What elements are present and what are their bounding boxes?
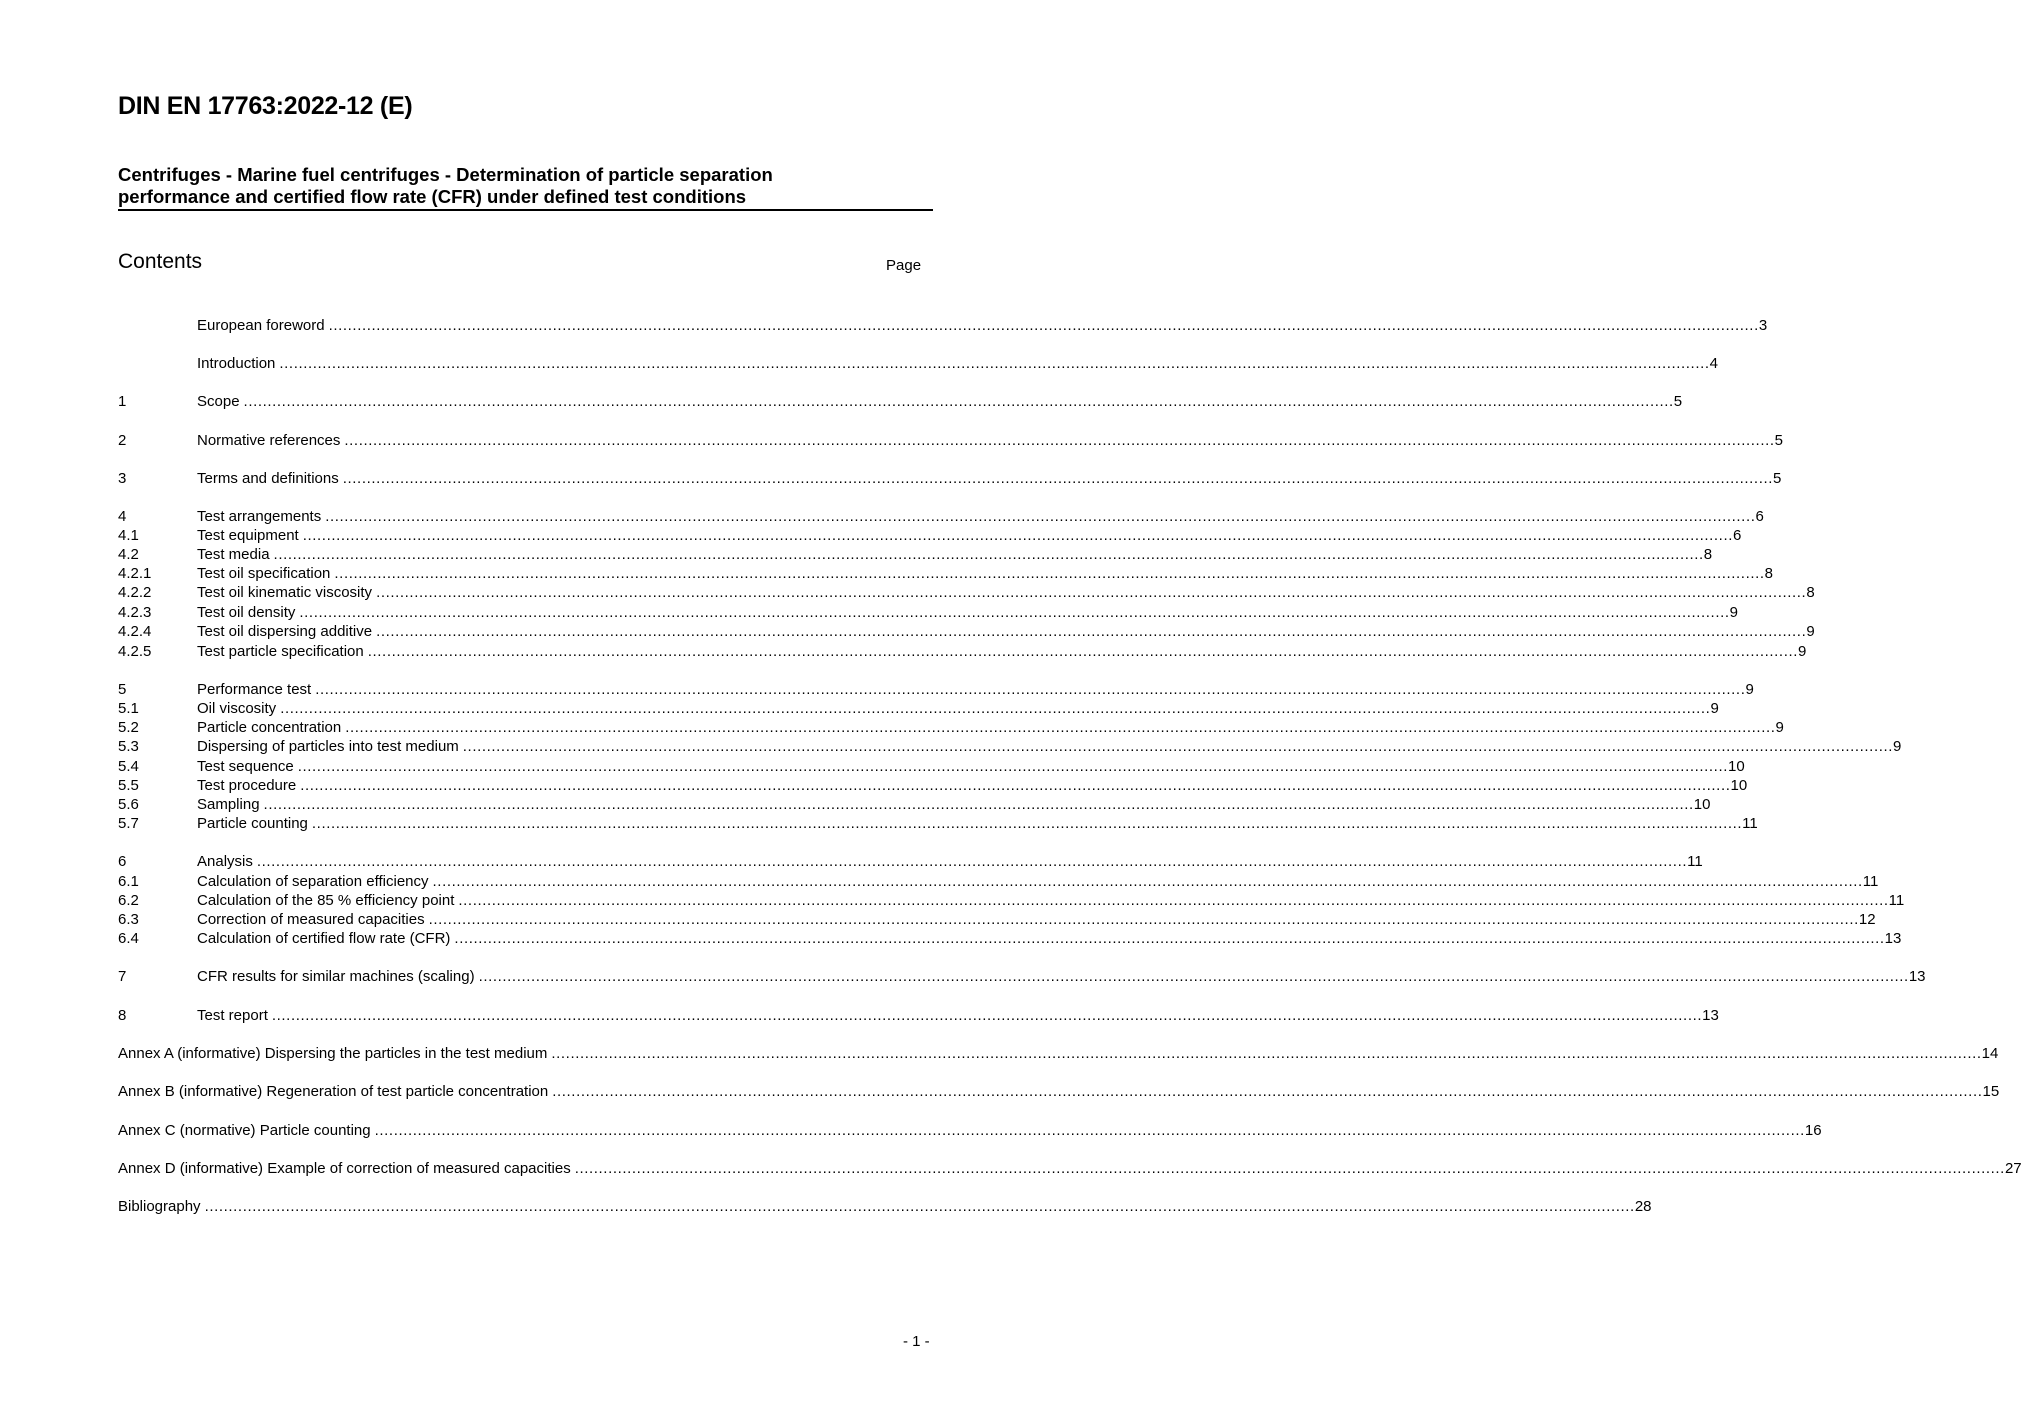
toc-number: 4.2 — [118, 546, 139, 563]
toc-entry[interactable] — [118, 642, 1807, 661]
toc-leader: ............................................................................................................................................................................................................................................................................................................ — [552, 1083, 1983, 1100]
toc-title: European foreword — [197, 317, 325, 334]
toc-leader: ............................................................................................................................................................................................................................................................................................................ — [325, 508, 1756, 525]
contents-heading: Contents — [118, 250, 203, 273]
toc-leader: ............................................................................................................................................................................................................................................................................................................ — [551, 1045, 1982, 1062]
toc-page: 28 — [1634, 1198, 1652, 1215]
toc-title: Test oil density — [197, 604, 296, 621]
toc-page: 10 — [1693, 796, 1711, 813]
toc-title: Normative references — [197, 432, 341, 449]
toc-page: 6 — [1732, 527, 1742, 544]
toc-entry[interactable] — [118, 757, 1745, 776]
toc-title: Introduction — [197, 355, 276, 372]
toc-title: Test particle specification — [197, 643, 364, 660]
toc-entry[interactable] — [118, 718, 1784, 737]
toc-leader: ............................................................................................................................................................................................................................................................................................................ — [374, 1122, 1805, 1139]
toc-title: Performance test — [197, 681, 312, 698]
toc-number: 5.4 — [118, 758, 139, 775]
toc-leader: ............................................................................................................................................................................................................................................................................................................ — [204, 1198, 1635, 1215]
toc-leader: ............................................................................................................................................................................................................................................................................................................ — [428, 911, 1859, 928]
toc-leader: ............................................................................................................................................................................................................................................................................................................ — [300, 777, 1731, 794]
toc-title: Dispersing of particles into test medium — [197, 738, 459, 755]
document-id: DIN EN 17763:2022-12 (E) — [118, 92, 413, 120]
toc-leader: ............................................................................................................................................................................................................................................................................................................ — [280, 700, 1711, 717]
toc-leader: ............................................................................................................................................................................................................................................................................................................ — [302, 527, 1733, 544]
toc-title: Calculation of the 85 % efficiency point — [197, 892, 455, 909]
toc-entry[interactable] — [118, 564, 1773, 583]
document-title — [118, 164, 933, 211]
toc-page: 10 — [1730, 777, 1748, 794]
toc-page: 16 — [1804, 1122, 1822, 1139]
toc-number: 5.5 — [118, 777, 139, 794]
toc-entry[interactable] — [118, 1197, 1652, 1216]
toc-page: 4 — [1709, 355, 1718, 372]
toc-title: Calculation of certified flow rate (CFR) — [197, 930, 451, 947]
toc-leader: ............................................................................................................................................................................................................................................................................................................ — [344, 432, 1775, 449]
toc-page: 12 — [1858, 911, 1876, 928]
toc-title: Terms and definitions — [197, 470, 339, 487]
toc-title: Test arrangements — [197, 508, 322, 525]
toc-number: 5.7 — [118, 815, 139, 832]
toc-title: Correction of measured capacities — [197, 911, 425, 928]
toc-entry[interactable] — [118, 507, 1764, 526]
toc-entry[interactable] — [118, 431, 1783, 450]
toc-leader: ............................................................................................................................................................................................................................................................................................................ — [376, 623, 1807, 640]
page-column-heading: Page — [886, 257, 922, 274]
toc-number: 6.3 — [118, 911, 139, 928]
toc-page: 5 — [1673, 393, 1683, 410]
toc-entry[interactable] — [118, 680, 1754, 699]
toc-page: 9 — [1775, 719, 1784, 736]
toc-page: 6 — [1755, 508, 1764, 525]
toc-page: 9 — [1729, 604, 1738, 621]
toc-leader: ............................................................................................................................................................................................................................................................................................................ — [263, 796, 1694, 813]
toc-entry[interactable] — [118, 1159, 2022, 1178]
toc-number: 6.1 — [118, 873, 139, 890]
toc-title: Test equipment — [197, 527, 299, 544]
toc-entry[interactable] — [118, 1121, 1822, 1140]
toc-leader: ............................................................................................................................................................................................................................................................................................................ — [311, 815, 1743, 832]
toc-page: 13 — [1702, 1007, 1719, 1024]
toc-leader: ............................................................................................................................................................................................................................................................................................................ — [345, 719, 1776, 736]
toc-number: 4.1 — [118, 527, 139, 544]
toc-title: Annex A (informative) Dispersing the particles in the test medium — [118, 1045, 548, 1062]
toc-title: CFR results for similar machines (scaling) — [197, 968, 475, 985]
toc-title: Test oil kinematic viscosity — [197, 584, 373, 601]
toc-leader: ............................................................................................................................................................................................................................................................................................................ — [279, 355, 1710, 372]
toc-page: 11 — [1862, 873, 1879, 890]
toc-number: 8 — [118, 1007, 127, 1024]
toc-number: 4.2.5 — [118, 643, 152, 660]
toc-entry[interactable] — [118, 354, 1718, 373]
toc-page: 8 — [1806, 584, 1815, 601]
toc-title: Scope — [197, 393, 240, 410]
toc-number: 6 — [118, 853, 127, 870]
toc-entry[interactable] — [118, 603, 1738, 622]
toc-leader: ............................................................................................................................................................................................................................................................................................................ — [432, 873, 1863, 890]
toc-page: 13 — [1908, 968, 1926, 985]
toc-leader: ............................................................................................................................................................................................................................................................................................................ — [342, 470, 1773, 487]
toc-title: Test oil specification — [197, 565, 331, 582]
toc-entry[interactable] — [118, 316, 1768, 335]
toc-entry[interactable] — [118, 795, 1711, 814]
toc-leader: ............................................................................................................................................................................................................................................................................................................ — [376, 584, 1807, 601]
toc-entry[interactable] — [118, 622, 1815, 641]
toc-leader: ............................................................................................................................................................................................................................................................................................................ — [574, 1160, 2005, 1177]
toc-entry[interactable] — [118, 910, 1876, 929]
toc-number: 5.1 — [118, 700, 139, 717]
toc-page: 15 — [1982, 1083, 2000, 1100]
page-number: - 1 - — [903, 1333, 930, 1350]
toc-page: 8 — [1703, 546, 1713, 563]
toc-page: 11 — [1742, 815, 1758, 832]
toc-leader: ............................................................................................................................................................................................................................................................................................................ — [299, 604, 1730, 621]
toc-entry[interactable] — [118, 814, 1758, 833]
toc-page: 5 — [1773, 470, 1782, 487]
toc-page: 27 — [2004, 1160, 2022, 1177]
toc-page: 11 — [1888, 892, 1905, 909]
toc-title: Test procedure — [197, 777, 297, 794]
toc-number: 3 — [118, 470, 127, 487]
toc-page: 9 — [1798, 643, 1807, 660]
toc-entry[interactable] — [118, 929, 1902, 948]
toc-number: 5 — [118, 681, 127, 698]
toc-title: Particle concentration — [197, 719, 342, 736]
toc-title: Annex C (normative) Particle counting — [118, 1122, 371, 1139]
toc-leader: ............................................................................................................................................................................................................................................................................................................ — [328, 317, 1759, 334]
toc-page: 14 — [1981, 1045, 1999, 1062]
toc-title: Particle counting — [197, 815, 308, 832]
toc-number: 6.2 — [118, 892, 139, 909]
toc-number: 2 — [118, 432, 127, 449]
toc-page: 10 — [1727, 758, 1745, 775]
toc-leader: ............................................................................................................................................................................................................................................................................................................ — [243, 393, 1674, 410]
toc-page: 13 — [1884, 930, 1902, 947]
toc-page: 8 — [1764, 565, 1773, 582]
toc-number: 6.4 — [118, 930, 139, 947]
toc-entry[interactable] — [118, 469, 1782, 488]
toc-title: Test report — [197, 1007, 268, 1024]
toc-page: 9 — [1893, 738, 1902, 755]
toc-entry[interactable] — [118, 1006, 1719, 1025]
toc-entry[interactable] — [118, 872, 1879, 891]
toc-entry[interactable] — [118, 1044, 1999, 1063]
toc-number: 4.2.4 — [118, 623, 152, 640]
toc-title: Test oil dispersing additive — [197, 623, 373, 640]
toc-page: 9 — [1806, 623, 1815, 640]
toc-leader: ............................................................................................................................................................................................................................................................................................................ — [273, 546, 1704, 563]
toc-page: 3 — [1758, 317, 1768, 334]
toc-leader: ............................................................................................................................................................................................................................................................................................................ — [462, 738, 1894, 755]
toc-title: Bibliography — [118, 1198, 201, 1215]
toc-entry[interactable] — [118, 776, 1748, 795]
toc-title: Test sequence — [197, 758, 294, 775]
toc-leader: ............................................................................................................................................................................................................................................................................................................ — [367, 643, 1798, 660]
toc-entry[interactable] — [118, 1082, 2000, 1101]
toc-title: Annex D (informative) Example of correction of measured capacities — [118, 1160, 571, 1177]
toc-entry[interactable] — [118, 891, 1905, 910]
toc-number: 1 — [118, 393, 127, 410]
toc-leader: ............................................................................................................................................................................................................................................................................................................ — [256, 853, 1688, 870]
toc-title: Analysis — [197, 853, 253, 870]
toc-number: 5.2 — [118, 719, 139, 736]
toc-number: 7 — [118, 968, 127, 985]
toc-entry[interactable] — [118, 526, 1742, 545]
toc-title: Calculation of separation efficiency — [197, 873, 429, 890]
toc-title: Sampling — [197, 796, 260, 813]
toc-number: 4 — [118, 508, 127, 525]
toc-entry[interactable] — [118, 392, 1683, 411]
toc-entry[interactable] — [118, 737, 1902, 756]
toc-page: 9 — [1745, 681, 1754, 698]
toc-number: 5.3 — [118, 738, 139, 755]
toc-leader: ............................................................................................................................................................................................................................................................................................................ — [315, 681, 1746, 698]
toc-leader: ............................................................................................................................................................................................................................................................................................................ — [334, 565, 1765, 582]
toc-entry[interactable] — [118, 583, 1815, 602]
toc-page: 11 — [1687, 853, 1703, 870]
toc-page: 5 — [1774, 432, 1783, 449]
toc-number: 4.2.1 — [118, 565, 152, 582]
toc-title: Annex B (informative) Regeneration of test particle concentration — [118, 1083, 549, 1100]
toc-number: 5.6 — [118, 796, 139, 813]
toc-leader: ............................................................................................................................................................................................................................................................................................................ — [271, 1007, 1703, 1024]
toc-title: Oil viscosity — [197, 700, 277, 717]
toc-entry[interactable] — [118, 852, 1703, 871]
toc-leader: ............................................................................................................................................................................................................................................................................................................ — [454, 930, 1885, 947]
toc-leader: ............................................................................................................................................................................................................................................................................................................ — [458, 892, 1889, 909]
toc-entry[interactable] — [118, 545, 1713, 564]
toc-leader: ............................................................................................................................................................................................................................................................................................................ — [478, 968, 1909, 985]
toc-number: 4.2.3 — [118, 604, 152, 621]
toc-leader: ............................................................................................................................................................................................................................................................................................................ — [297, 758, 1728, 775]
toc-number: 4.2.2 — [118, 584, 152, 601]
toc-page: 9 — [1710, 700, 1719, 717]
document-title-line-1: Centrifuges - Marine fuel centrifuges - Determination of particle separation — [118, 164, 773, 185]
toc-title: Test media — [197, 546, 270, 563]
toc-entry[interactable] — [118, 967, 1926, 986]
toc-entry[interactable] — [118, 699, 1719, 718]
document-title-line-2: performance and certified flow rate (CFR) under defined test conditions — [118, 186, 747, 207]
